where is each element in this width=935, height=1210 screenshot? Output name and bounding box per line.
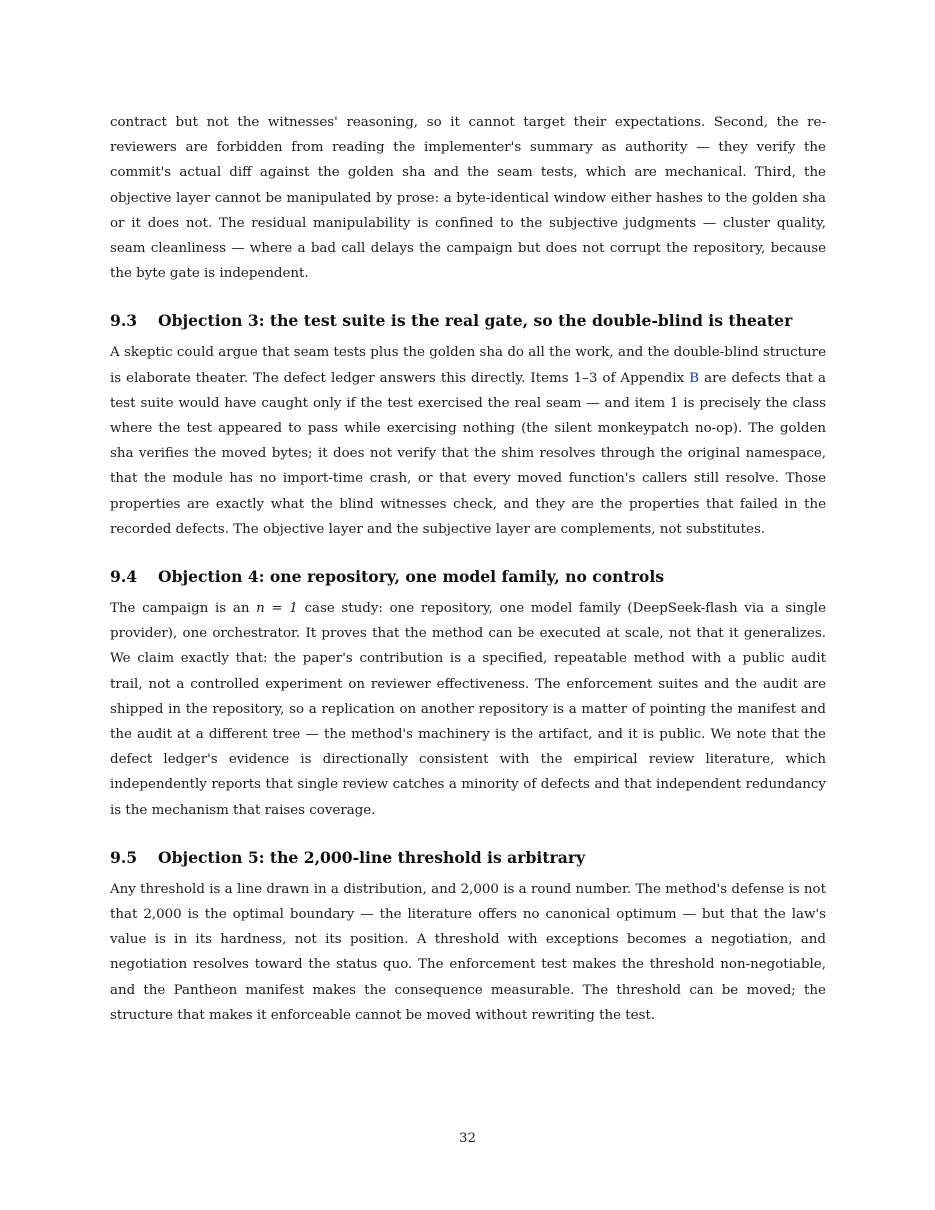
page-body — [110, 110, 826, 1028]
section-title: Objection 3: the test suite is the real gate, so the double-blind is theater — [158, 311, 793, 331]
section-number: 9.5 — [110, 847, 138, 867]
paragraph-text: case study: one repository, one model family (DeepSeek-flash via a single provider), one orchestrator. It proves that the method can be executed at scale, not that it generalizes. We claim exactly that: the paper's contribution is a specified, repeatable method with a public audit trail, not a controlled experiment on reviewer effectiveness. The enforcement suites and the audit are shipped in the repository, so a replication on another repository is a matter of pointing the manifest and the audit at a different tree — the method's machinery is the artifact, and it is public. We note that the defect ledger's evidence is directionally consistent with the empirical review literature, which independently reports that single review catches a minority of defects and that independent redundancy is the mechanism that raises coverage. — [110, 601, 826, 818]
section-heading-9-5 — [110, 847, 826, 869]
paragraph-text: The campaign is an — [110, 601, 257, 617]
math-expression: n = 1 — [256, 601, 298, 617]
section-9-5-paragraph: Any threshold is a line drawn in a distribution, and 2,000 is a round number. The method's defense is not that 2,000 is the optimal boundary — the literature offers no canonical optimum — but that the law's value is in its hardness, not its position. A threshold with exceptions becomes a negotiation, and negotiation resolves toward the status quo. The enforcement test makes the threshold non-negotiable, and the Pantheon manifest makes the consequence measurable. The threshold can be moved; the structure that makes it enforceable cannot be moved without rewriting the test. — [110, 881, 826, 1023]
paragraph-text: are defects that a test suite would have caught only if the test exercised the real seam — and item 1 is precisely the class where the test appeared to pass while exercising nothing (the silent monkeypatch no-op). The golden sha verifies the moved bytes; it does not verify that the shim resolves through the original namespace, that the module has no import-time crash, or that every moved function's callers still resolve. Those properties are exactly what the blind witnesses check, and they are the properties that failed in the recorded defects. The objective layer and the subjective layer are complements, not substitutes. — [110, 370, 826, 537]
section-title: Objection 5: the 2,000-line threshold is arbitrary — [158, 847, 586, 867]
appendix-reference-link[interactable]: B — [689, 370, 700, 386]
page-number: 32 — [458, 1131, 477, 1146]
section-number: 9.4 — [110, 567, 138, 587]
section-heading-9-3 — [110, 310, 826, 332]
section-number: 9.3 — [110, 311, 138, 331]
section-heading-9-4 — [110, 566, 826, 588]
paragraph-text: A skeptic could argue that seam tests plus the golden sha do all the work, and the double-blind structure is elaborate theater. The defect ledger answers this directly. Items 1–3 of Appendix — [110, 345, 826, 386]
section-9-3-paragraph — [110, 340, 826, 542]
section-9-4-paragraph — [110, 596, 826, 823]
section-title: Objection 4: one repository, one model family, no controls — [158, 567, 665, 587]
continuation-paragraph: contract but not the witnesses' reasoning, so it cannot target their expectations. Second, the re-reviewers are forbidden from reading the implementer's summary as authority — they verify the commit's actual diff against the golden sha and the seam tests, which are mechanical. Third, the objective layer cannot be manipulated by prose: a byte-identical window either hashes to the golden sha or it does not. The residual manipulability is confined to the subjective judgments — cluster quality, seam cleanliness — where a bad call delays the campaign but does not corrupt the repository, because the byte gate is independent. — [110, 115, 826, 282]
